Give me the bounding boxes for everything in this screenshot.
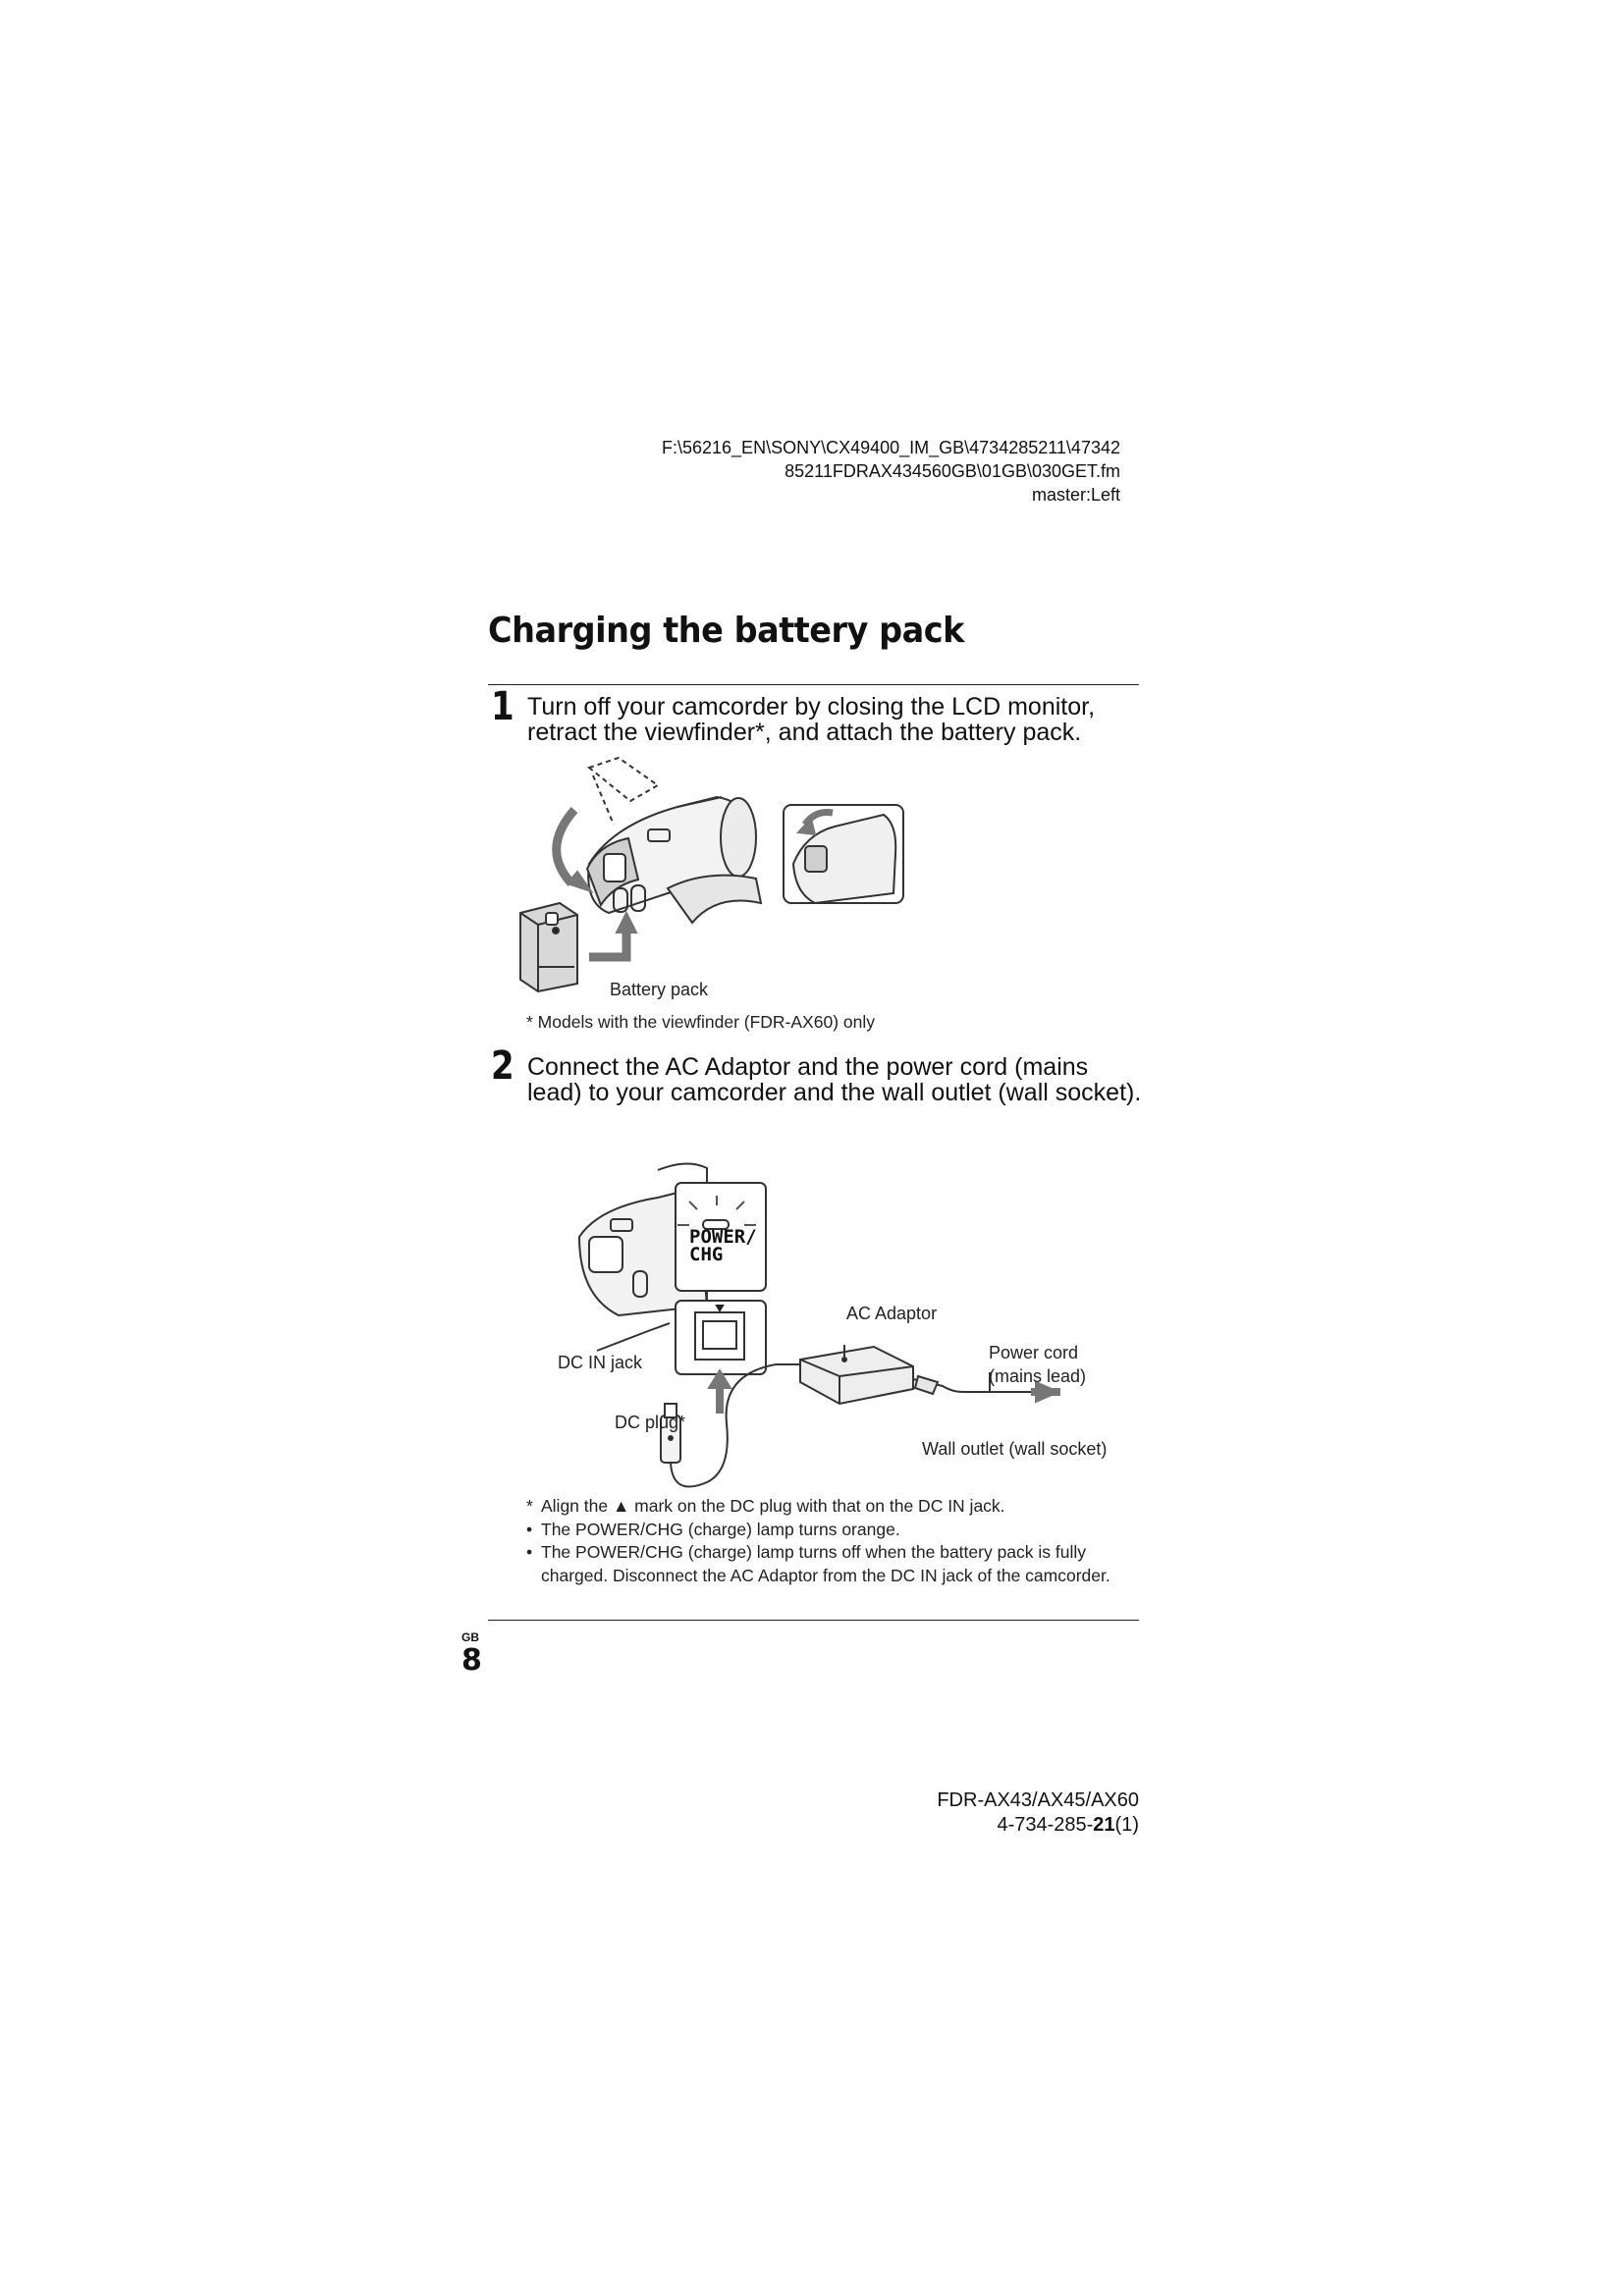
step-text: Connect the AC Adaptor and the power cord (mains lead) to your camcorder and the wall outlet (wall socket). [527, 1053, 1142, 1106]
dc-plug-label: DC plug* [615, 1413, 686, 1432]
chg-text: CHG [689, 1244, 724, 1265]
note-marker: • [526, 1542, 533, 1562]
power-chg-text: POWER/ [689, 1226, 757, 1248]
divider [488, 684, 1139, 685]
file-path-line: 85211FDRAX434560GB\01GB\030GET.fm [785, 461, 1120, 481]
page-number: 8 [461, 1643, 482, 1678]
divider [488, 1620, 1139, 1621]
battery-pack-label: Battery pack [610, 980, 709, 999]
code-suffix: (1) [1114, 1814, 1139, 1836]
note-item [526, 1541, 1135, 1587]
footer-model-info [937, 1789, 1139, 1838]
note-text: Align the ▲ mark on the DC plug with that on the DC IN jack. [541, 1496, 1005, 1516]
step-text: Turn off your camcorder by closing the LCD monitor, retract the viewfinder*, and attach the battery pack. [527, 693, 1096, 746]
master-page-label: master:Left [1031, 485, 1120, 505]
step-number: 1 [491, 684, 514, 729]
note-marker: • [526, 1519, 533, 1539]
region-code: GB [461, 1630, 479, 1644]
note-item [526, 1495, 1135, 1519]
note-text: The POWER/CHG (charge) lamp turns off when the battery pack is fully charged. Disconnect the AC Adaptor from the DC IN jack of the camcorder. [541, 1542, 1110, 1585]
ac-adaptor-label: AC Adaptor [846, 1304, 938, 1323]
code-bold: 21 [1093, 1814, 1115, 1836]
page-title: Charging the battery pack [488, 611, 964, 651]
model-names: FDR-AX43/AX45/AX60 [937, 1789, 1139, 1811]
mains-lead-label: (mains lead) [989, 1366, 1087, 1386]
power-cord-label: Power cord [989, 1343, 1079, 1362]
power-chg-lamp-label [689, 1228, 757, 1263]
step-number: 2 [491, 1043, 514, 1089]
note-text: The POWER/CHG (charge) lamp turns orange. [541, 1519, 900, 1539]
file-path-header [662, 436, 1120, 507]
code-prefix: 4-734-285- [997, 1814, 1094, 1836]
note-item [526, 1519, 1135, 1542]
note-marker: * [526, 1496, 533, 1516]
camcorder-battery-illustration [520, 756, 913, 1011]
footnote: * Models with the viewfinder (FDR-AX60) only [526, 1012, 875, 1032]
file-path-line: F:\56216_EN\SONY\CX49400_IM_GB\4734285211\47342 [662, 438, 1120, 457]
notes-list [526, 1495, 1135, 1587]
document-code [937, 1813, 1139, 1838]
wall-outlet-label: Wall outlet (wall socket) [922, 1439, 1108, 1459]
dc-in-jack-label: DC IN jack [558, 1353, 643, 1372]
